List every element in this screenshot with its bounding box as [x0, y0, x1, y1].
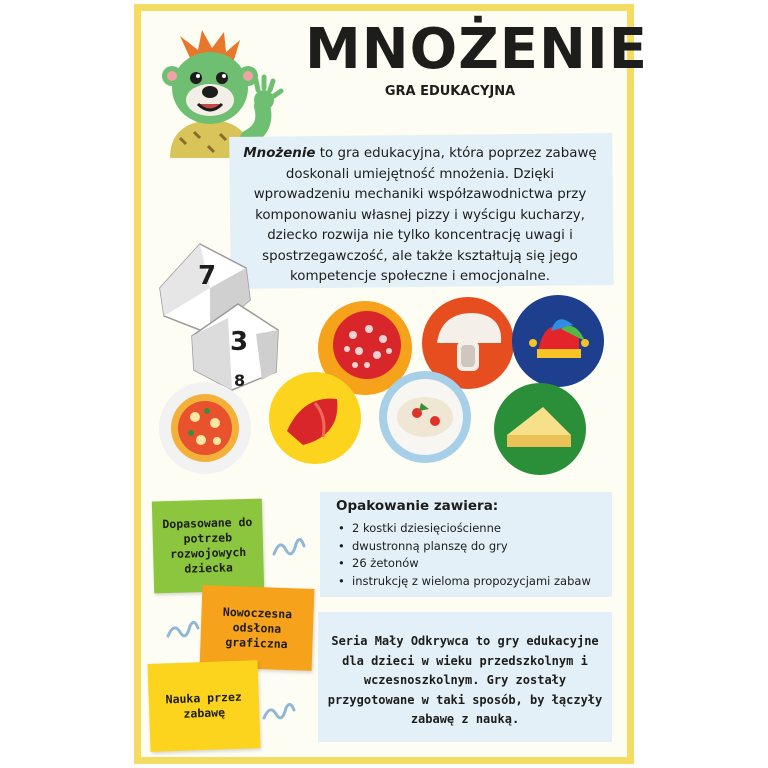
game-title: MNOŻENIE: [305, 17, 649, 82]
swirl-decoration-icon: [272, 534, 306, 560]
token-cheese: [494, 383, 586, 475]
tokens-illustration: [155, 295, 615, 485]
game-subtitle: GRA EDUKACYJNA: [384, 84, 516, 99]
die-three-number: 3: [230, 327, 249, 357]
package-item: • dwustronną planszę do gry: [336, 538, 591, 556]
token-mozzarella: [379, 371, 471, 463]
token-pizza: [159, 382, 251, 474]
die-three-bottom-number: 8: [234, 371, 246, 390]
token-tomato: [269, 372, 361, 464]
intro-description: [240, 144, 600, 288]
sticky-note-learning-text: Nauka przez zabawę: [165, 689, 243, 721]
die-seven-number: 7: [198, 261, 217, 291]
package-contents-title: Opakowanie zawiera:: [336, 498, 499, 514]
swirl-decoration-icon: [166, 618, 200, 644]
sticky-note-graphics: [200, 585, 315, 671]
sticky-note-learning: [147, 660, 260, 752]
intro-body: to gra edukacyjna, która poprzez zabawę doskonali umiejętność mnożenia. Dzięki wprowadzeniu mechaniki współzawodnictwa przy komponowaniu własnej pizzy i wyścigu kucharzy, dziecko rozwija nie tylko koncentrację uwagi i spostrzegawczość, ale także kształtują się jego kompetencje społeczne i emocjonalne.: [253, 146, 597, 284]
intro-game-name: Mnożenie: [243, 146, 316, 161]
package-item: • 2 kostki dziesięciościenne: [336, 520, 591, 538]
package-item: • instrukcję z wieloma propozycjami zabaw: [336, 573, 591, 591]
swirl-decoration-icon: [262, 700, 296, 726]
sticky-note-development-text: Dopasowane do potrzeb rozwojowych dziecka: [162, 514, 253, 576]
series-description: Seria Mały Odkrywca to gry edukacyjne dla dzieci w wieku przedszkolnym i wczesnoszkolnym. Gry zostały przygotowane w taki sposób, by łączyły zabawę z nauką.: [327, 634, 603, 726]
sticky-note-graphics-text: Nowoczesna odsłona graficzna: [222, 604, 293, 651]
package-contents-list: [336, 520, 591, 590]
token-jester-hat: [512, 295, 604, 387]
package-item: • 26 żetonów: [336, 555, 591, 573]
sticky-note-development: [152, 499, 264, 594]
